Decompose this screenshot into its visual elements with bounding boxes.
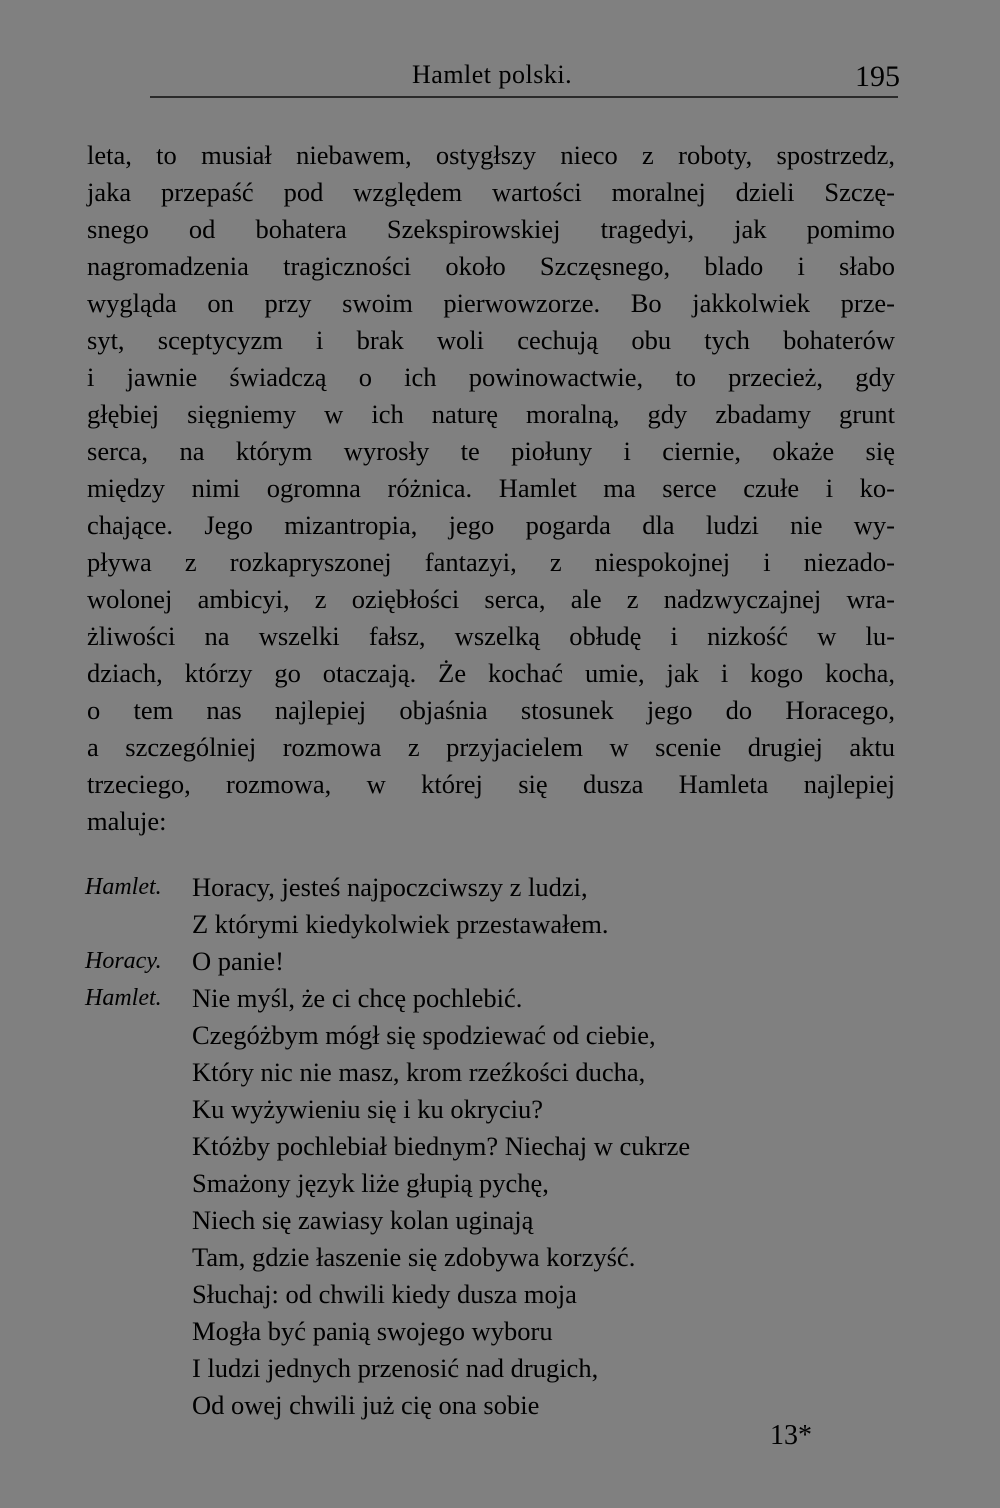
verse-line: O panie! bbox=[192, 946, 284, 976]
verse-line: Niech się zawiasy kolan uginają bbox=[192, 1205, 534, 1235]
paragraph-line: dziach, którzy go otaczają. Że kochać umie, jak i kogo kocha, bbox=[87, 658, 895, 688]
paragraph-line: trzeciego, rozmowa, w której się dusza Hamleta najlepiej bbox=[87, 769, 895, 799]
paragraph-line: chające. Jego mizantropia, jego pogarda dla ludzi nie wy- bbox=[87, 510, 895, 540]
verse-line: Który nic nie masz, krom rzeźkości ducha, bbox=[192, 1057, 646, 1087]
header-rule bbox=[150, 96, 898, 98]
verse-line: Smażony język liże głupią pychę, bbox=[192, 1168, 549, 1198]
verse-line: Mogła być panią swojego wyboru bbox=[192, 1316, 553, 1346]
verse-line: Słuchaj: od chwili kiedy dusza moja bbox=[192, 1279, 577, 1309]
paragraph-line: między nimi ogromna różnica. Hamlet ma serce czułe i ko- bbox=[87, 473, 895, 503]
paragraph-line: żliwości na wszelki fałsz, wszelką obłudę i nizkość w lu- bbox=[87, 621, 895, 651]
running-head bbox=[150, 58, 900, 98]
verse-line: Horacy, jesteś najpoczciwszy z ludzi, bbox=[192, 872, 588, 902]
running-head-title: Hamlet polski. bbox=[412, 60, 573, 89]
verse-line: Od owej chwili już cię ona sobie bbox=[192, 1390, 540, 1420]
page-number: 195 bbox=[855, 60, 900, 93]
verse-line: Z którymi kiedykolwiek przestawałem. bbox=[192, 909, 609, 939]
paragraph-line: serca, na którym wyrosły te piołuny i ciernie, okaże się bbox=[87, 436, 895, 466]
paragraph-line: głębiej sięgniemy w ich naturę moralną, gdy zbadamy grunt bbox=[87, 399, 895, 429]
verse-line: Któżby pochlebiał biednym? Niechaj w cukrze bbox=[192, 1131, 691, 1161]
paragraph-line: syt, sceptycyzm i brak woli cechują obu tych bohaterów bbox=[87, 325, 895, 355]
paragraph-line: o tem nas najlepiej objaśnia stosunek jego do Horacego, bbox=[87, 695, 895, 725]
paragraph-line: i jawnie świadczą o ich powinowactwie, to przecież, gdy bbox=[87, 362, 895, 392]
speaker-label-hamlet: Hamlet. bbox=[85, 985, 162, 1011]
verse-line: Ku wyżywieniu się i ku okryciu? bbox=[192, 1094, 544, 1124]
paragraph-line: wygląda on przy swoim pierwowzorze. Bo jakkolwiek prze- bbox=[87, 288, 895, 318]
paragraph-line: wolonej ambicyi, z oziębłości serca, ale z nadzwyczajnej wra- bbox=[87, 584, 895, 614]
speaker-label-hamlet: Hamlet. bbox=[85, 874, 162, 900]
paragraph-line: nagromadzenia tragiczności około Szczęsnego, blado i słabo bbox=[87, 251, 895, 281]
verse-line: Tam, gdzie łaszenie się zdobywa korzyść. bbox=[192, 1242, 636, 1272]
speaker-label-horacy: Horacy. bbox=[85, 948, 162, 974]
verse-line: I ludzi jednych przenosić nad drugich, bbox=[192, 1353, 599, 1383]
printer-signature-mark: 13* bbox=[770, 1420, 812, 1451]
paragraph-line: pływa z rozkapryszonej fantazyi, z niespokojnej i niezado- bbox=[87, 547, 895, 577]
verse-line: Nie myśl, że ci chcę pochlebić. bbox=[192, 983, 523, 1013]
verse-line: Czegóżbym mógł się spodziewać od ciebie, bbox=[192, 1020, 656, 1050]
paragraph-line: leta, to musiał niebawem, ostygłszy nieco z roboty, spostrzedz, bbox=[87, 140, 895, 170]
paragraph-line: maluje: bbox=[87, 806, 167, 836]
paragraph-line: a szczególniej rozmowa z przyjacielem w scenie drugiej aktu bbox=[87, 732, 895, 762]
paragraph-line: jaka przepaść pod względem wartości moralnej dzieli Szczę- bbox=[87, 177, 895, 207]
paragraph-line: snego od bohatera Szekspirowskiej tragedyi, jak pomimo bbox=[87, 214, 895, 244]
